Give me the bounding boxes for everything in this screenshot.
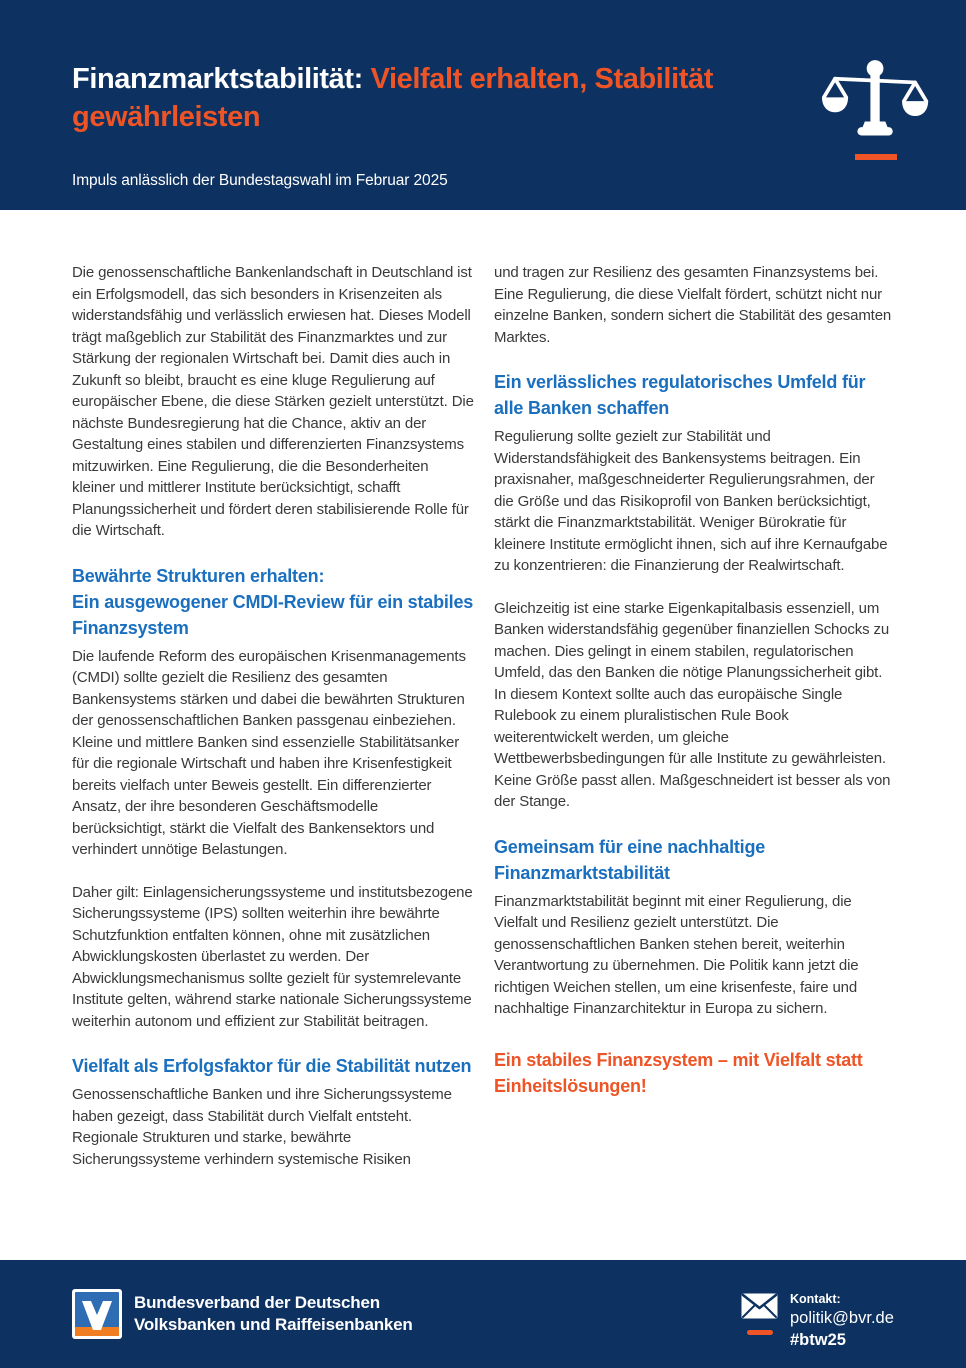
contact-email-link[interactable]: politik@bvr.de <box>790 1309 894 1327</box>
umfeld-paragraph-1: Regulierung sollte gezielt zur Stabilität und Widerstandsfähigkeit des Bankensystems beitragen. Ein praxisnaher, maßgeschneiderter Regulierungsrahmen, der die Größe und das Risikoprofil von Banken berücksichtigt, stärkt die Finanzmarktstabilität. Weniger Bürokratie für kleinere Institute ermöglicht ihnen, sich auf ihre Kernaufgabe zu konzentrieren: die Finanzierung der Realwirtschaft. <box>494 428 888 574</box>
page-title-orange-part: Vielfalt erhalten, Stabilität gewährleisten <box>72 63 713 133</box>
org-name-line1: Bundesverband der Deutschen <box>134 1293 380 1312</box>
scales-underline-bar <box>855 154 897 160</box>
heading-line: Bewährte Strukturen erhalten: <box>72 565 325 586</box>
section-heading-cmdi-review <box>72 563 474 641</box>
closing-callout: Ein stabiles Finanzsystem – mit Vielfalt statt Einheitslösungen! <box>494 1049 863 1096</box>
page-title <box>72 60 772 136</box>
heading-line: Ein ausgewogener CMDI-Review für ein stabiles Finanzsystem <box>72 591 474 638</box>
footer-banner <box>0 1260 966 1368</box>
header-banner <box>0 0 966 210</box>
left-column <box>72 262 474 1191</box>
page-title-white-part: Finanzmarktstabilität: <box>72 63 371 95</box>
section-heading-gemeinsam: Gemeinsam für eine nachhaltige Finanzmarktstabilität <box>494 836 766 883</box>
page-subtitle: Impuls anlässlich der Bundestagswahl im Februar 2025 <box>72 172 448 189</box>
scales-icon-graphic <box>822 58 930 146</box>
gemeinsam-paragraph: Finanzmarktstabilität beginnt mit einer Regulierung, die Vielfalt und Resilienz gezielt unterstützt. Die genossenschaftlichen Banken stehen bereit, weiterhin Verantwortung zu übernehmen. Die Politik kann jetzt die richtigen Weichen stellen, um eine krisenfeste, faire und nachhaltige Finanzarchitektur in Europa zu sichern. <box>494 892 859 1017</box>
section-heading-vielfalt: Vielfalt als Erfolgsfaktor für die Stabilität nutzen <box>72 1056 472 1076</box>
contact-hashtag: #btw25 <box>790 1331 846 1349</box>
vielfalt-paragraph: Genossenschaftliche Banken und ihre Sicherungssysteme haben gezeigt, dass Stabilität durch Vielfalt entsteht. Regionale Strukturen und starke, bewährte Sicherungssysteme verhindern systemische Risiken <box>72 1086 452 1168</box>
org-name <box>134 1292 413 1336</box>
contact-block <box>790 1291 894 1351</box>
envelope-icon <box>741 1293 778 1335</box>
section-heading-regulatorisches-umfeld: Ein verlässliches regulatorisches Umfeld für alle Banken schaffen <box>494 372 866 418</box>
umfeld-paragraph-2: Gleichzeitig ist eine starke Eigenkapitalbasis essenziell, um Banken widerstandsfähig gegenüber finanziellen Schocks zu machen. Dies gelingt in einem stabilen, regulatorischen Umfeld, das den Banken die nötige Planungssicherheit gibt. In diesem Kontext sollte auch das europäische Single Rulebook zu einem pluralistischen Rule Book weiterentwickelt werden, um gleiche Wettbewerbsbedingungen für alle Institute zu gewährleisten. Keine Größe passt allen. Maßgeschneidert ist besser als von der Stange. <box>494 599 891 810</box>
right-column <box>494 262 896 1099</box>
contact-label: Kontakt: <box>790 1292 841 1306</box>
intro-paragraph: Die genossenschaftliche Bankenlandschaft in Deutschland ist ein Erfolgsmodell, das sich besonders in Krisenzeiten als widerstandsfähig und verlässlich erwiesen hat. Dieses Modell trägt maßgeblich zur Stabilität des Finanzmarktes und zur Stärkung der regionalen Wirtschaft bei. Damit dies auch in Zukunft so bleibt, braucht es eine kluge Regulierung auf europäischer Ebene, die diese Stärken gezielt unterstützt. Die nächste Bundesregierung hat die Chance, aktiv an der Gestaltung eines stabilen und differenzierten Finanzsystems mitzuwirken. Eine Regulierung, die die Besonderheiten kleiner und mittlerer Institute berücksichtigt, schafft Planungssicherheit und fördert deren stabilisierende Rolle für die Wirtschaft. <box>72 264 474 539</box>
bvr-logo <box>72 1289 122 1339</box>
cmdi-paragraph-1: Die laufende Reform des europäischen Krisenmanagements (CMDI) sollte gezielt die Resilienz des gesamten Bankensystems stärken und dabei die bewährten Strukturen der genossenschaftlichen Banken passgenau einbeziehen. Kleine und mittlere Banken sind essenzielle Stabilitätsanker für die regionale Wirtschaft und haben ihre Krisenfestigkeit bereits vielfach unter Beweis gestellt. Ein differenzierter Ansatz, der ihre besonderen Geschäftsmodelle berücksichtigt, stärkt die Vielfalt des Bankensektors und verhindert unnötige Belastungen. <box>72 647 466 858</box>
scales-of-justice-icon <box>821 58 931 160</box>
vielfalt-continuation-paragraph: und tragen zur Resilienz des gesamten Finanzsystems bei. Eine Regulierung, die diese Vielfalt fördert, schützt nicht nur einzelne Banken, sondern sichert die Stabilität des gesamten Marktes. <box>494 264 892 346</box>
cmdi-paragraph-2: Daher gilt: Einlagensicherungssysteme und institutsbezogene Sicherungssysteme (IPS) sollten weiterhin ihre bewährte Schutzfunktion entfalten können, ohne mit zusätzlichen Abwicklungskosten überlastet zu werden. Der Abwicklungsmechanismus sollte gezielt für systemrelevante Institute gelten, während starke nationale Sicherungssysteme weiterhin autonom und effizient zur Stabilität beitragen. <box>72 883 473 1030</box>
org-name-line2: Volksbanken und Raiffeisenbanken <box>134 1315 413 1334</box>
envelope-underline-bar <box>747 1330 773 1335</box>
envelope-icon-graphic <box>741 1293 778 1319</box>
